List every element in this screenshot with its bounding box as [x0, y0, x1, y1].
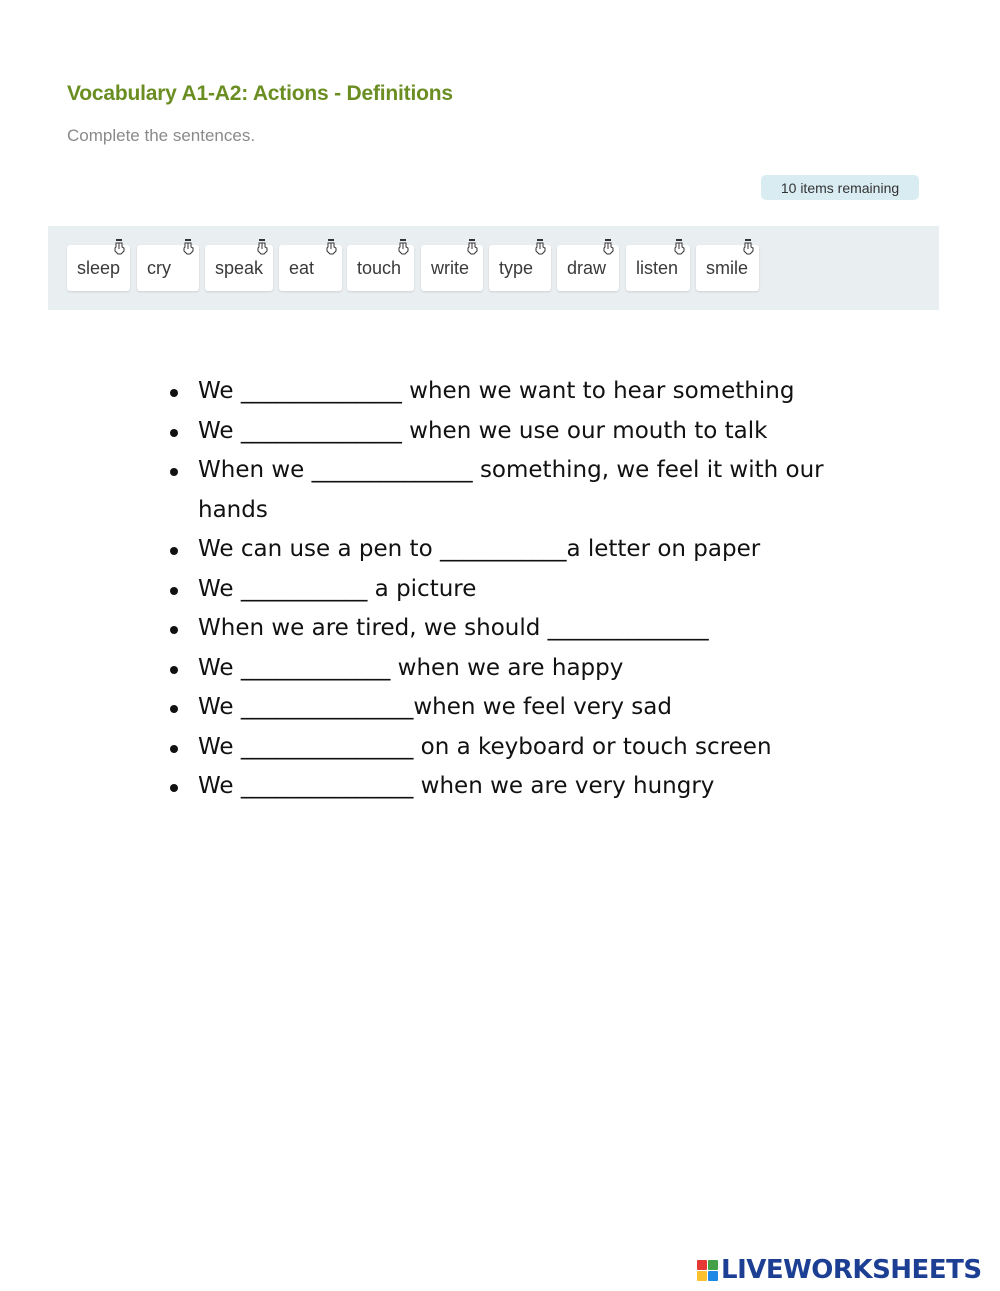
logo-blocks-icon [697, 1260, 718, 1281]
word-tile-speak[interactable] [205, 245, 273, 291]
sentence-item[interactable]: We ______________ when we want to hear something [166, 372, 886, 412]
word-tile-label: smile [706, 258, 749, 278]
drag-hand-icon [181, 239, 195, 255]
page-title: Vocabulary A1-A2: Actions - Definitions [67, 82, 453, 105]
word-tile-label: type [499, 258, 534, 278]
sentence-item[interactable]: We can use a pen to ___________a letter on paper [166, 530, 886, 570]
word-tile-label: touch [357, 258, 402, 278]
word-tile-sleep[interactable] [67, 245, 130, 291]
drag-hand-icon [533, 239, 547, 255]
logo-text: LIVEWORKSHEETS [721, 1255, 982, 1285]
sentence-list [166, 372, 886, 807]
word-tile-label: listen [636, 258, 679, 278]
word-tile-write[interactable] [421, 245, 483, 291]
sentence-item[interactable]: When we are tired, we should ______________ [166, 609, 886, 649]
drag-hand-icon [255, 239, 269, 255]
word-tile-type[interactable] [489, 245, 551, 291]
sentence-item[interactable]: We ___________ a picture [166, 570, 886, 610]
word-tile-label: draw [567, 258, 607, 278]
word-tile-draw[interactable] [557, 245, 619, 291]
drag-hand-icon [112, 239, 126, 255]
word-bank [48, 226, 939, 310]
drag-hand-icon [396, 239, 410, 255]
word-tile-touch[interactable] [347, 245, 414, 291]
word-tile-listen[interactable] [626, 245, 690, 291]
sentence-item[interactable]: We _______________ when we are very hungry [166, 767, 886, 807]
word-tile-smile[interactable] [696, 245, 759, 291]
drag-hand-icon [465, 239, 479, 255]
sentence-item[interactable]: We _____________ when we are happy [166, 649, 886, 689]
word-tile-label: eat [289, 258, 315, 278]
word-tile-cry[interactable] [137, 245, 199, 291]
word-tile-label: speak [215, 258, 264, 278]
sentence-item[interactable]: We _______________when we feel very sad [166, 688, 886, 728]
word-tile-label: sleep [77, 258, 121, 278]
word-tile-label: write [431, 258, 470, 278]
instructions: Complete the sentences. [67, 126, 256, 145]
drag-hand-icon [741, 239, 755, 255]
drag-hand-icon [324, 239, 338, 255]
word-tile-eat[interactable] [279, 245, 342, 291]
liveworksheets-logo [697, 1254, 982, 1286]
sentence-item[interactable]: When we ______________ something, we feel it with our hands [166, 451, 886, 530]
items-remaining-badge: 10 items remaining [761, 175, 919, 200]
sentence-item[interactable]: We ______________ when we use our mouth to talk [166, 412, 886, 452]
drag-hand-icon [601, 239, 615, 255]
drag-hand-icon [672, 239, 686, 255]
sentence-item[interactable]: We _______________ on a keyboard or touch screen [166, 728, 886, 768]
word-tile-label: cry [147, 258, 171, 278]
